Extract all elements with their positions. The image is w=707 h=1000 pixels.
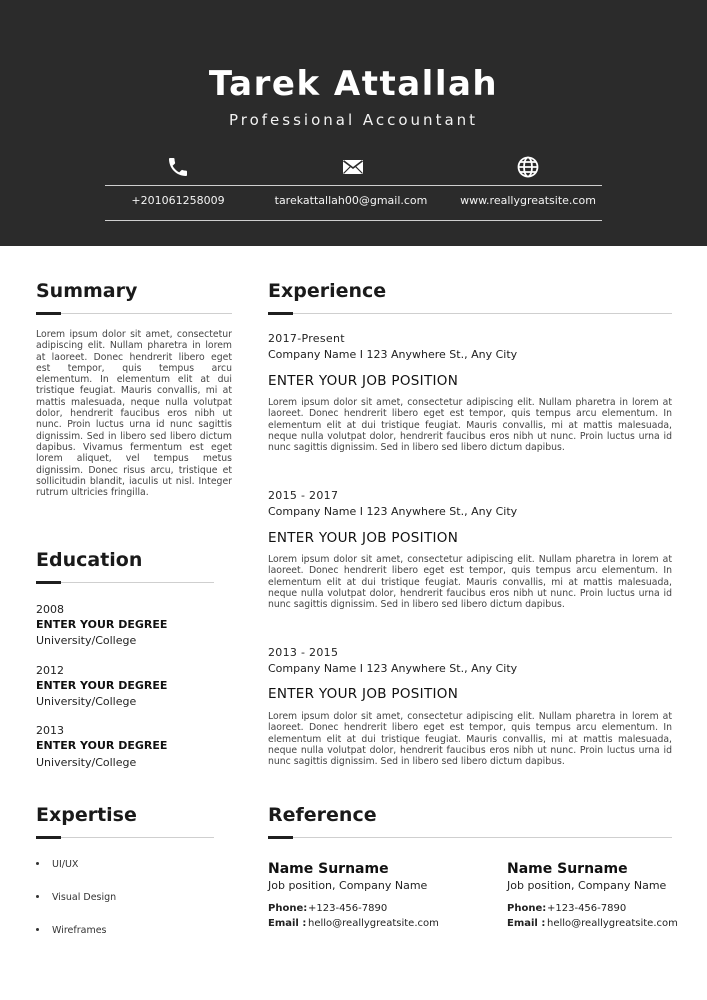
job-position: ENTER YOUR JOB POSITION [268, 373, 459, 389]
experience-rule [268, 313, 672, 314]
skill-item: Visual Design [36, 892, 116, 903]
reference-name: Name Surname [268, 861, 389, 877]
reference-email: Email : hello@reallygreatsite.com [268, 918, 439, 929]
website: www.reallygreatsite.com [460, 194, 596, 207]
job-position: ENTER YOUR JOB POSITION [268, 530, 459, 546]
email-address: tarekattallah00@gmail.com [274, 194, 428, 207]
reference-name: Name Surname [507, 861, 628, 877]
summary-text: Lorem ipsum dolor sit amet, consectetur adipiscing elit. Nullam pharetra in lorem at laoreet. Donec hendrerit libero eget est tempor, quis tempus arcu elementum. In elementum elit at dui tristique feugiat. Mauris convallis, mi at mattis malesuada, neque nulla volutpat dolor, hendrerit faucibus eros nibh ut nunc. Proin luctus urna id nunc sagittis dignissim. Sed in libero sed libero dictum dapibus. Vivamus fermentum est eget lorem aliquet, vel tempus metus dignissim. Donec risus arcu, tristique et sollicitudin blandit, iaculis ut nisl. Integer rutrum ultricies fringilla. [36, 329, 232, 499]
education-degree: ENTER YOUR DEGREE [36, 618, 168, 631]
job-company: Company Name I 123 Anywhere St., Any City [268, 348, 518, 361]
reference-rule-accent [268, 836, 293, 839]
globe-icon [516, 155, 540, 179]
bullet-icon [36, 895, 39, 898]
education-school: University/College [36, 756, 137, 769]
reference-job: Job position, Company Name [268, 879, 428, 892]
summary-rule [36, 313, 232, 314]
experience-heading: Experience [268, 280, 387, 302]
education-degree: ENTER YOUR DEGREE [36, 739, 168, 752]
education-rule-accent [36, 581, 61, 584]
experience-rule-accent [268, 312, 293, 315]
phone-number: +201061258009 [131, 194, 225, 207]
person-name: Tarek Attallah [208, 64, 499, 104]
summary-heading: Summary [36, 280, 138, 302]
job-description: Lorem ipsum dolor sit amet, consectetur adipiscing elit. Nullam pharetra in lorem at laoreet. Donec hendrerit libero eget est tempor, quis tempus arcu elementum. In elementum elit at dui tristique feugiat. Mauris convallis, mi at mattis malesuada, neque nulla volutpat dolor, hendrerit faucibus eros nibh ut nunc. Proin luctus urna id nunc sagittis dignissim. Sed in libero sed libero dictum dapibus. [268, 554, 672, 611]
job-company: Company Name I 123 Anywhere St., Any City [268, 662, 518, 675]
contact-divider-top [105, 185, 602, 186]
job-company: Company Name I 123 Anywhere St., Any City [268, 505, 518, 518]
reference-email: Email : hello@reallygreatsite.com [507, 918, 678, 929]
job-title: Professional Accountant [228, 111, 479, 129]
education-year: 2013 [36, 724, 64, 737]
reference-heading: Reference [268, 804, 377, 826]
job-description: Lorem ipsum dolor sit amet, consectetur adipiscing elit. Nullam pharetra in lorem at laoreet. Donec hendrerit libero eget est tempor, quis tempus arcu elementum. In elementum elit at dui tristique feugiat. Mauris convallis, mi at mattis malesuada, neque nulla volutpat dolor, hendrerit faucibus eros nibh ut nunc. Proin luctus urna id nunc sagittis dignissim. Sed in libero sed libero dictum dapibus. [268, 397, 672, 454]
summary-rule-accent [36, 312, 61, 315]
education-year: 2008 [36, 603, 64, 616]
education-degree: ENTER YOUR DEGREE [36, 679, 168, 692]
skill-item: Wireframes [36, 925, 107, 936]
reference-phone: Phone:+123-456-7890 [507, 903, 627, 914]
phone-icon [166, 155, 190, 179]
skill-item: UI/UX [36, 859, 78, 870]
expertise-heading: Expertise [36, 804, 137, 826]
bullet-icon [36, 862, 39, 865]
bullet-icon [36, 928, 39, 931]
reference-phone: Phone:+123-456-7890 [268, 903, 388, 914]
education-year: 2012 [36, 664, 64, 677]
job-period: 2017-Present [268, 332, 345, 345]
envelope-icon [341, 155, 365, 179]
job-description: Lorem ipsum dolor sit amet, consectetur adipiscing elit. Nullam pharetra in lorem at laoreet. Donec hendrerit libero eget est tempor, quis tempus arcu elementum. In elementum elit at dui tristique feugiat. Mauris convallis, mi at mattis malesuada, neque nulla volutpat dolor, hendrerit faucibus eros nibh ut nunc. Proin luctus urna id nunc sagittis dignissim. Sed in libero sed libero dictum dapibus. [268, 711, 672, 768]
education-rule [36, 582, 214, 583]
expertise-rule-accent [36, 836, 61, 839]
education-school: University/College [36, 634, 137, 647]
contact-divider-bottom [105, 220, 602, 221]
job-position: ENTER YOUR JOB POSITION [268, 686, 459, 702]
job-period: 2015 - 2017 [268, 489, 339, 502]
reference-rule [268, 837, 672, 838]
expertise-rule [36, 837, 214, 838]
resume-header [0, 0, 707, 246]
education-school: University/College [36, 695, 137, 708]
reference-job: Job position, Company Name [507, 879, 667, 892]
education-heading: Education [36, 549, 143, 571]
job-period: 2013 - 2015 [268, 646, 339, 659]
